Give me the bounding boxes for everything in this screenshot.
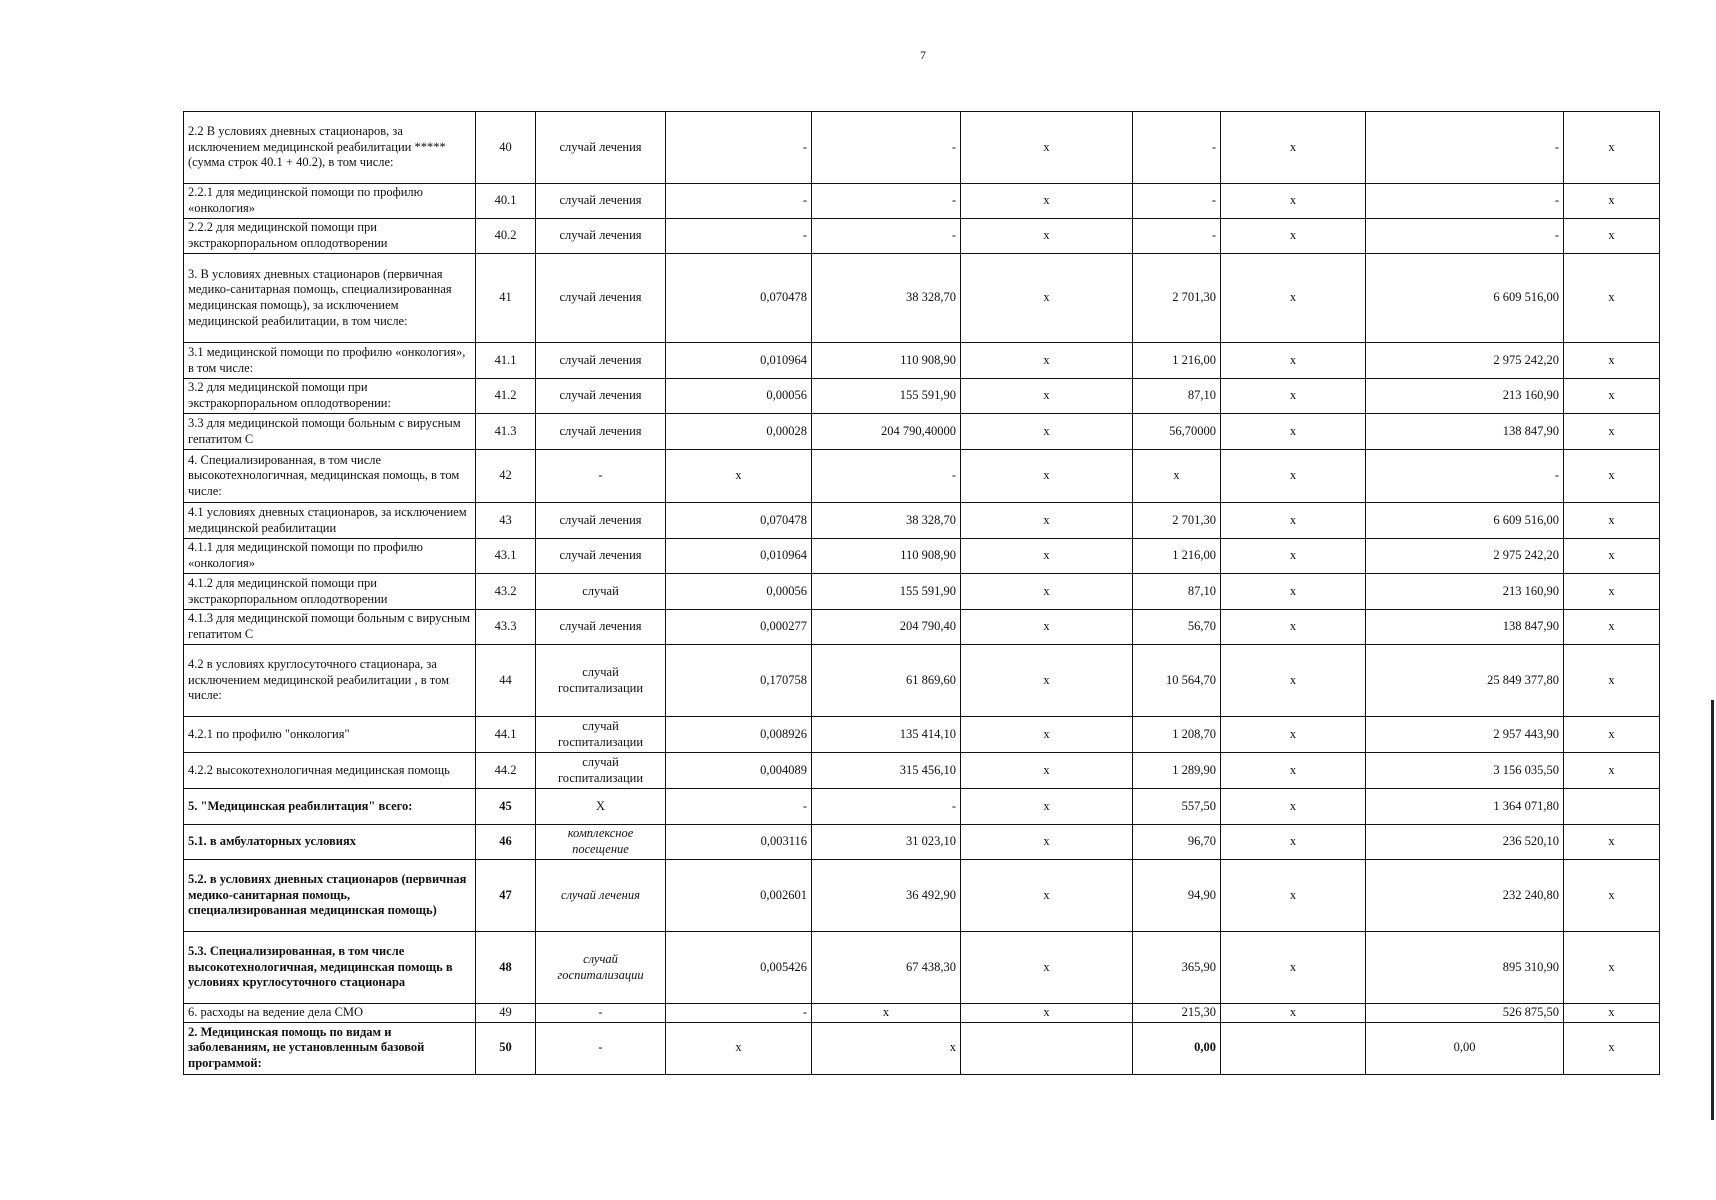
cell-value: x [961,645,1133,717]
row-unit: случай госпитализации [536,932,666,1004]
row-name: 3.3 для медицинской помощи больным с вирусным гепатитом С [184,414,476,450]
row-unit: случай лечения [536,610,666,645]
cell-value: x [1221,112,1366,184]
cell-value: x [961,610,1133,645]
cell-value: x [1221,610,1366,645]
row-unit: - [536,1022,666,1074]
row-number: 40 [476,112,536,184]
row-unit: комплексное посещение [536,825,666,860]
cell-value: x [961,112,1133,184]
row-name: 2.2.2 для медицинской помощи при экстракорпоральном оплодотворении [184,219,476,254]
row-name: 4.1.2 для медицинской помощи при экстракорпоральном оплодотворении [184,574,476,610]
cell-value: x [1564,219,1660,254]
cell-value: 232 240,80 [1366,860,1564,932]
table-row [184,254,1660,343]
cell-value: 0,010964 [666,343,812,379]
cell-value: x [1221,254,1366,343]
cell-value: 0,000277 [666,610,812,645]
cell-value: - [812,184,961,219]
row-unit: случай лечения [536,539,666,574]
row-number: 41.3 [476,414,536,450]
row-unit: случай госпитализации [536,645,666,717]
tariff-table [183,111,1660,1075]
cell-value: 1 216,00 [1133,539,1221,574]
cell-value: - [812,219,961,254]
cell-value: x [1564,574,1660,610]
cell-value: 6 609 516,00 [1366,254,1564,343]
cell-value: x [1221,825,1366,860]
cell-value: x [666,450,812,503]
cell-value: x [1564,450,1660,503]
row-name: 2. Медицинская помощь по видам и заболеваниям, не установленным базовой программой: [184,1022,476,1074]
cell-value: x [961,539,1133,574]
cell-value: 2 975 242,20 [1366,539,1564,574]
cell-value: x [1564,610,1660,645]
cell-value: 1 289,90 [1133,753,1221,789]
cell-value: x [961,450,1133,503]
cell-value: - [666,184,812,219]
scan-edge-mark [1711,700,1714,1120]
cell-value: - [1366,112,1564,184]
row-unit: случай лечения [536,503,666,539]
cell-value: x [1564,932,1660,1004]
cell-value: x [961,503,1133,539]
cell-value: x [961,825,1133,860]
cell-value: x [1221,717,1366,753]
cell-value: 0,004089 [666,753,812,789]
cell-value: 213 160,90 [1366,574,1564,610]
cell-value: 0,00056 [666,379,812,414]
row-number: 41 [476,254,536,343]
table-row [184,645,1660,717]
table-row [184,503,1660,539]
cell-value: 526 875,50 [1366,1004,1564,1023]
cell-value: 56,70 [1133,610,1221,645]
cell-value: 213 160,90 [1366,379,1564,414]
cell-value: x [1221,932,1366,1004]
cell-value: - [1366,450,1564,503]
row-name: 5.3. Специализированная, в том числе высокотехнологичная, медицинская помощь в условиях круглосуточного стационара [184,932,476,1004]
row-number: 40.2 [476,219,536,254]
table-row [184,450,1660,503]
table-row [184,379,1660,414]
table-row [184,753,1660,789]
cell-value [1221,1022,1366,1074]
cell-value: x [1564,1022,1660,1074]
cell-value: - [812,450,961,503]
cell-value: x [1133,450,1221,503]
cell-value: 2 975 242,20 [1366,343,1564,379]
row-name: 2.2 В условиях дневных стационаров, за исключением медицинской реабилитации ***** (сумма строк 40.1 + 40.2), в том числе: [184,112,476,184]
cell-value: 0,008926 [666,717,812,753]
cell-value: x [1221,1004,1366,1023]
cell-value: 365,90 [1133,932,1221,1004]
cell-value: 0,00 [1133,1022,1221,1074]
cell-value: 1 364 071,80 [1366,789,1564,825]
table-row [184,184,1660,219]
cell-value: x [1221,753,1366,789]
cell-value: 315 456,10 [812,753,961,789]
cell-value: x [961,717,1133,753]
cell-value: 61 869,60 [812,645,961,717]
row-unit: случай лечения [536,254,666,343]
cell-value: 3 156 035,50 [1366,753,1564,789]
cell-value: 96,70 [1133,825,1221,860]
table-row [184,1004,1660,1023]
cell-value: 6 609 516,00 [1366,503,1564,539]
table-row [184,1022,1660,1074]
cell-value: 25 849 377,80 [1366,645,1564,717]
table-row [184,343,1660,379]
cell-value [961,1022,1133,1074]
cell-value: x [961,254,1133,343]
row-number: 40.1 [476,184,536,219]
cell-value: 0,170758 [666,645,812,717]
cell-value: 110 908,90 [812,343,961,379]
cell-value: - [812,112,961,184]
cell-value: 87,10 [1133,574,1221,610]
cell-value: 2 701,30 [1133,503,1221,539]
cell-value: x [1221,539,1366,574]
row-name: 3. В условиях дневных стационаров (первичная медико-санитарная помощь, специализированная медицинская помощь), за исключением медицинской реабилитации, в том числе: [184,254,476,343]
cell-value: - [666,219,812,254]
cell-value: x [1564,503,1660,539]
table-row [184,860,1660,932]
cell-value: 56,70000 [1133,414,1221,450]
row-number: 43.2 [476,574,536,610]
cell-value: x [1564,717,1660,753]
cell-value: 38 328,70 [812,503,961,539]
row-number: 44 [476,645,536,717]
row-number: 43 [476,503,536,539]
cell-value: x [1564,539,1660,574]
cell-value: x [1564,379,1660,414]
cell-value: x [1564,254,1660,343]
cell-value: 36 492,90 [812,860,961,932]
cell-value: 0,002601 [666,860,812,932]
cell-value: x [1221,789,1366,825]
row-name: 5.2. в условиях дневных стационаров (первичная медико-санитарная помощь, специализированная медицинская помощь) [184,860,476,932]
cell-value: x [961,1004,1133,1023]
table-row [184,610,1660,645]
table-row [184,574,1660,610]
row-number: 44.1 [476,717,536,753]
row-unit: X [536,789,666,825]
cell-value: 87,10 [1133,379,1221,414]
row-unit: случай лечения [536,379,666,414]
cell-value: 67 438,30 [812,932,961,1004]
row-unit: случай госпитализации [536,753,666,789]
row-name: 3.1 медицинской помощи по профилю «онкология», в том числе: [184,343,476,379]
row-number: 44.2 [476,753,536,789]
row-name: 4.1 условиях дневных стационаров, за исключением медицинской реабилитации [184,503,476,539]
cell-value: x [666,1022,812,1074]
cell-value: x [1564,112,1660,184]
cell-value: x [961,219,1133,254]
row-unit: - [536,450,666,503]
table-row [184,539,1660,574]
cell-value: x [961,753,1133,789]
row-name: 4.2.1 по профилю "онкология" [184,717,476,753]
cell-value: 135 414,10 [812,717,961,753]
cell-value: x [1221,860,1366,932]
cell-value: x [961,574,1133,610]
cell-value: x [961,184,1133,219]
cell-value: x [961,860,1133,932]
cell-value: x [961,379,1133,414]
cell-value: x [1221,574,1366,610]
cell-value: 138 847,90 [1366,414,1564,450]
cell-value: 110 908,90 [812,539,961,574]
row-unit: случай лечения [536,414,666,450]
cell-value: 0,00028 [666,414,812,450]
cell-value: x [1564,414,1660,450]
cell-value: 10 564,70 [1133,645,1221,717]
row-number: 43.3 [476,610,536,645]
cell-value: x [1221,219,1366,254]
row-number: 49 [476,1004,536,1023]
cell-value: - [812,789,961,825]
row-unit: случай лечения [536,184,666,219]
row-name: 5. "Медицинская реабилитация" всего: [184,789,476,825]
cell-value: - [666,112,812,184]
table-row [184,219,1660,254]
row-unit: случай лечения [536,343,666,379]
cell-value: 0,005426 [666,932,812,1004]
cell-value: x [1221,184,1366,219]
cell-value: x [1221,503,1366,539]
cell-value: x [812,1004,961,1023]
cell-value: - [1133,184,1221,219]
cell-value: x [1221,645,1366,717]
row-number: 47 [476,860,536,932]
table-row [184,414,1660,450]
row-name: 2.2.1 для медицинской помощи по профилю «онкология» [184,184,476,219]
cell-value: 557,50 [1133,789,1221,825]
cell-value: 0,00 [1366,1022,1564,1074]
cell-value: - [666,789,812,825]
cell-value: 1 216,00 [1133,343,1221,379]
cell-value: 204 790,40 [812,610,961,645]
cell-value: x [1564,184,1660,219]
row-unit: случай госпитализации [536,717,666,753]
cell-value: 0,070478 [666,503,812,539]
row-unit: - [536,1004,666,1023]
cell-value: 215,30 [1133,1004,1221,1023]
row-unit: случай лечения [536,219,666,254]
cell-value: 1 208,70 [1133,717,1221,753]
table-row [184,825,1660,860]
row-number: 50 [476,1022,536,1074]
cell-value: x [1221,414,1366,450]
cell-value: 138 847,90 [1366,610,1564,645]
cell-value: - [1366,184,1564,219]
cell-value: 0,003116 [666,825,812,860]
cell-value: 0,070478 [666,254,812,343]
cell-value: - [1133,112,1221,184]
row-name: 6. расходы на ведение дела СМО [184,1004,476,1023]
row-number: 46 [476,825,536,860]
cell-value: 2 957 443,90 [1366,717,1564,753]
cell-value: x [1221,343,1366,379]
row-number: 43.1 [476,539,536,574]
cell-value: - [1133,219,1221,254]
page-number: 7 [920,48,926,62]
cell-value: 236 520,10 [1366,825,1564,860]
cell-value: 155 591,90 [812,379,961,414]
cell-value: x [1564,753,1660,789]
table-row [184,932,1660,1004]
row-name: 5.1. в амбулаторных условиях [184,825,476,860]
row-name: 4.1.1 для медицинской помощи по профилю «онкология» [184,539,476,574]
cell-value: x [1221,379,1366,414]
cell-value: - [1366,219,1564,254]
cell-value: x [1221,450,1366,503]
table-row [184,717,1660,753]
cell-value [1564,789,1660,825]
row-name: 4.2.2 высокотехнологичная медицинская помощь [184,753,476,789]
cell-value: x [1564,825,1660,860]
table-row [184,789,1660,825]
cell-value: 31 023,10 [812,825,961,860]
row-number: 48 [476,932,536,1004]
cell-value: 155 591,90 [812,574,961,610]
cell-value: 38 328,70 [812,254,961,343]
row-name: 4.2 в условиях круглосуточного стационара, за исключением медицинской реабилитации , в том числе: [184,645,476,717]
cell-value: x [1564,343,1660,379]
cell-value: 0,010964 [666,539,812,574]
cell-value: x [812,1022,961,1074]
row-number: 42 [476,450,536,503]
cell-value: x [1564,1004,1660,1023]
row-unit: случай лечения [536,860,666,932]
row-name: 4.1.3 для медицинской помощи больным с вирусным гепатитом С [184,610,476,645]
table-row [184,112,1660,184]
row-number: 41.2 [476,379,536,414]
row-number: 45 [476,789,536,825]
row-name: 3.2 для медицинской помощи при экстракорпоральном оплодотворении: [184,379,476,414]
cell-value: x [961,932,1133,1004]
cell-value: x [961,789,1133,825]
cell-value: 895 310,90 [1366,932,1564,1004]
cell-value: 0,00056 [666,574,812,610]
cell-value: 94,90 [1133,860,1221,932]
row-unit: случай лечения [536,112,666,184]
cell-value: 204 790,40000 [812,414,961,450]
cell-value: x [1564,860,1660,932]
cell-value: x [1564,645,1660,717]
row-number: 41.1 [476,343,536,379]
cell-value: x [961,343,1133,379]
cell-value: 2 701,30 [1133,254,1221,343]
row-name: 4. Специализированная, в том числе высокотехнологичная, медицинская помощь, в том числе: [184,450,476,503]
cell-value: x [961,414,1133,450]
row-unit: случай [536,574,666,610]
cell-value: - [666,1004,812,1023]
